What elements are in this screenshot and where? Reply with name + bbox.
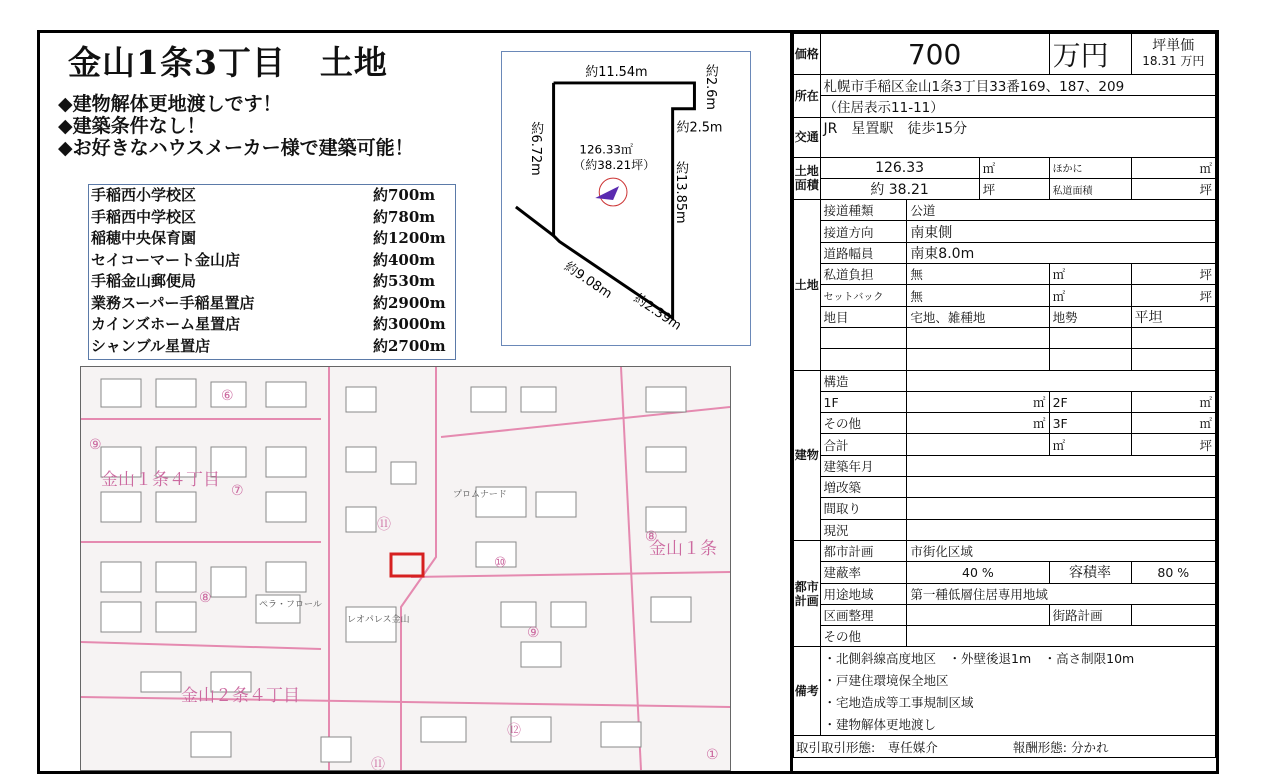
- unit-m2: ㎡: [907, 413, 1049, 434]
- traffic-label: 交通: [794, 117, 821, 157]
- unit-tsubo: 坪: [1131, 178, 1215, 199]
- nearby-row: [89, 336, 455, 358]
- nearby-dist: 約700m: [373, 186, 436, 204]
- road-dir-value: 南東側: [907, 221, 1216, 242]
- private-burden-label: 私道負担: [820, 264, 907, 285]
- road-type-label: 接道種類: [820, 200, 907, 221]
- spec-table: [793, 33, 1216, 758]
- spec-sheet: [790, 33, 1216, 771]
- extension-label: 増改築: [820, 477, 907, 498]
- tsubo-price-value: 18.31 万円: [1142, 54, 1205, 68]
- nearby-name: 業務スーパー手稲星置店: [91, 293, 255, 312]
- map-block-number: ⑥: [221, 388, 234, 404]
- nearby-row: [89, 250, 455, 272]
- unit-m2: ㎡: [1049, 264, 1131, 285]
- dim-left: 約6.72m: [528, 121, 544, 176]
- map-block-number: ⑪: [371, 757, 385, 771]
- unit-m2: ㎡: [1131, 413, 1215, 434]
- price-label: 価格: [794, 34, 821, 75]
- lot-plan: [501, 51, 751, 346]
- nearby-dist: 約1200m: [373, 229, 446, 247]
- location-address: （住居表示11-11）: [820, 96, 1215, 117]
- nearby-name: 手稲西小学校区: [91, 186, 197, 204]
- nearby-dist: 約2900m: [373, 293, 446, 312]
- map-building-label: レオパレス金山: [347, 615, 410, 625]
- road-edge: [516, 207, 554, 236]
- nearby-row: [89, 228, 455, 250]
- status-label: 現況: [820, 519, 907, 540]
- setback-value: 無: [907, 285, 1049, 306]
- land-area-m2: 126.33: [820, 157, 979, 178]
- page-title: 金山1条3丁目 土地: [68, 43, 388, 82]
- floor3-label: 3F: [1049, 413, 1131, 434]
- map-block-number: ⑨: [89, 437, 102, 453]
- road-width-value: 南東8.0m: [907, 242, 1216, 263]
- setback-label: セットバック: [820, 285, 907, 306]
- map-block-number: ⑨: [527, 625, 540, 641]
- nearby-row: [89, 271, 455, 293]
- dim-right: 約13.85m: [673, 161, 689, 224]
- dim-step: 約2.5m: [676, 120, 723, 136]
- map-block-number: ①: [706, 747, 719, 763]
- land-section-label: 土地: [794, 200, 821, 370]
- price-value: 700: [820, 34, 1049, 75]
- nearby-facilities: [88, 184, 456, 360]
- remark-item: ・北側斜線高度地区 ・外壁後退1m ・高さ制限10m: [820, 647, 1215, 670]
- nearby-dist: 約400m: [373, 250, 436, 269]
- tsubo-price: [1131, 34, 1215, 75]
- area-m2: 126.33㎡: [579, 142, 633, 157]
- map-area-label: 金山２条４丁目: [181, 686, 300, 706]
- land-area-tsubo: 約 38.21: [820, 178, 979, 199]
- tsubo-price-label: 坪単価: [1152, 38, 1195, 54]
- left-panel: [40, 33, 790, 771]
- unit-m2: ㎡: [1131, 391, 1215, 412]
- road-type-value: 公道: [907, 200, 1216, 221]
- bcr-label: 建蔽率: [820, 562, 907, 583]
- far-value: 80 %: [1131, 562, 1215, 583]
- map-block-number: ⑦: [231, 483, 244, 499]
- chimoku-value: 宅地、雑種地: [907, 306, 1049, 327]
- chimoku-label: 地目: [820, 306, 907, 327]
- remark-item: ・戸建住環境保全地区: [820, 669, 1215, 691]
- map-block-number: ⑧: [199, 590, 212, 606]
- nearby-name: 手稲西中学校区: [91, 207, 197, 226]
- nearby-dist: 約3000m: [373, 315, 446, 333]
- bcr-value: 40 %: [907, 562, 1049, 583]
- far-label: 容積率: [1049, 562, 1131, 583]
- map-block-number: ⑪: [377, 517, 391, 533]
- map-block-number: ⑧: [645, 529, 658, 545]
- compass-icon: [595, 178, 627, 206]
- dim-bottom-right: 約2.39m: [630, 291, 684, 334]
- road-width-label: 道路幅員: [820, 242, 907, 263]
- dim-right-top: 約2.6m: [702, 64, 718, 111]
- map-area-label: 金山１条４丁目: [101, 470, 220, 490]
- transaction-label: 取引形態:: [821, 739, 876, 755]
- road-dir-label: 接道方向: [820, 221, 907, 242]
- feature-item: ◆建築条件なし！: [58, 115, 206, 137]
- remark-item: ・建物解体更地渡し: [820, 713, 1215, 736]
- floor2-label: 2F: [1049, 391, 1131, 412]
- unit-tsubo: 坪: [1131, 434, 1215, 455]
- remarks-label: 備考: [794, 647, 821, 736]
- private-area-label: 私道面積: [1049, 178, 1131, 199]
- city-plan-value: 市街化区域: [907, 540, 1216, 561]
- unit-m2: ㎡: [1049, 285, 1131, 306]
- dim-top: 約11.54m: [585, 64, 648, 80]
- location-label: 所在: [794, 75, 821, 118]
- land-area-label: 土地面積: [794, 157, 821, 200]
- unit-m2: ㎡: [1049, 434, 1131, 455]
- feature-list: [58, 93, 414, 159]
- map-building-label: ペラ・フロール: [259, 600, 322, 610]
- unit-tsubo: 坪: [1131, 264, 1215, 285]
- terrain-label: 地勢: [1049, 306, 1131, 327]
- unit-m2: ㎡: [1131, 157, 1215, 178]
- unit-m2: ㎡: [907, 391, 1049, 412]
- traffic-value: JR 星置駅 徒歩15分: [820, 117, 1215, 157]
- urban-other-label: その他: [820, 626, 907, 647]
- fee-label: 報酬形態:: [1012, 739, 1067, 755]
- dim-bottom-left: 約9.08m: [561, 259, 615, 303]
- nearby-name: 稲穂中央保育園: [91, 229, 197, 247]
- built-label: 建築年月: [820, 455, 907, 476]
- unit-m2: ㎡: [979, 157, 1049, 178]
- readjust-label: 区画整理: [820, 604, 907, 625]
- floor1-label: 1F: [820, 391, 907, 412]
- nearby-row: [89, 207, 455, 229]
- structure-label: 構造: [820, 370, 907, 391]
- fee-value: 分かれ: [1070, 739, 1109, 755]
- map-area-label: 金山１条: [649, 539, 717, 559]
- area-tsubo: （約38.21坪）: [573, 158, 656, 173]
- total-label: 合計: [820, 434, 907, 455]
- street-plan-label: 街路計画: [1049, 604, 1131, 625]
- feature-item: ◆建物解体更地渡しです！: [58, 93, 282, 115]
- nearby-dist: 約780m: [373, 207, 436, 226]
- building-section-label: 建物: [794, 370, 821, 540]
- city-plan-label: 都市計画: [820, 540, 907, 561]
- urban-section-label: 都市計画: [794, 540, 821, 646]
- unit-tsubo: 坪: [1131, 285, 1215, 306]
- transaction-row: 取引取引形態: 専任媒介 報酬形態: 分かれ: [794, 736, 1216, 757]
- nearby-name: シャンブル星置店: [91, 336, 211, 355]
- nearby-row: [89, 314, 455, 336]
- nearby-name: セイコーマート金山店: [91, 250, 240, 269]
- nearby-row: [89, 293, 455, 315]
- map-block-number: ⑩: [494, 555, 507, 571]
- price-unit: 万円: [1049, 34, 1131, 75]
- private-burden-value: 無: [907, 264, 1049, 285]
- location-value: 札幌市手稲区金山1条3丁目33番169、187、209: [820, 75, 1215, 96]
- nearby-row: [89, 185, 455, 207]
- nearby-dist: 約2700m: [373, 336, 446, 355]
- nearby-dist: 約530m: [373, 272, 436, 290]
- layout-label: 間取り: [820, 498, 907, 519]
- zoning-label: 用途地域: [820, 583, 907, 604]
- zoning-value: 第一種低層住居専用地域: [907, 583, 1216, 604]
- map-block-number: ⑫: [507, 723, 521, 739]
- other-floor-label: その他: [820, 413, 907, 434]
- nearby-name: 手稲金山郵便局: [91, 272, 197, 290]
- map-building-label: プロムナード: [453, 490, 507, 500]
- transaction-value: 専任媒介: [887, 739, 938, 755]
- other-area-label: ほかに: [1049, 157, 1131, 178]
- terrain-value: 平坦: [1131, 306, 1215, 327]
- flyer-frame: [37, 30, 1219, 774]
- nearby-name: カインズホーム星置店: [91, 315, 241, 333]
- unit-tsubo: 坪: [979, 178, 1049, 199]
- area-map: [80, 366, 731, 771]
- feature-item: ◆お好きなハウスメーカー様で建築可能！: [58, 137, 414, 159]
- remark-item: ・宅地造成等工事規制区域: [820, 691, 1215, 713]
